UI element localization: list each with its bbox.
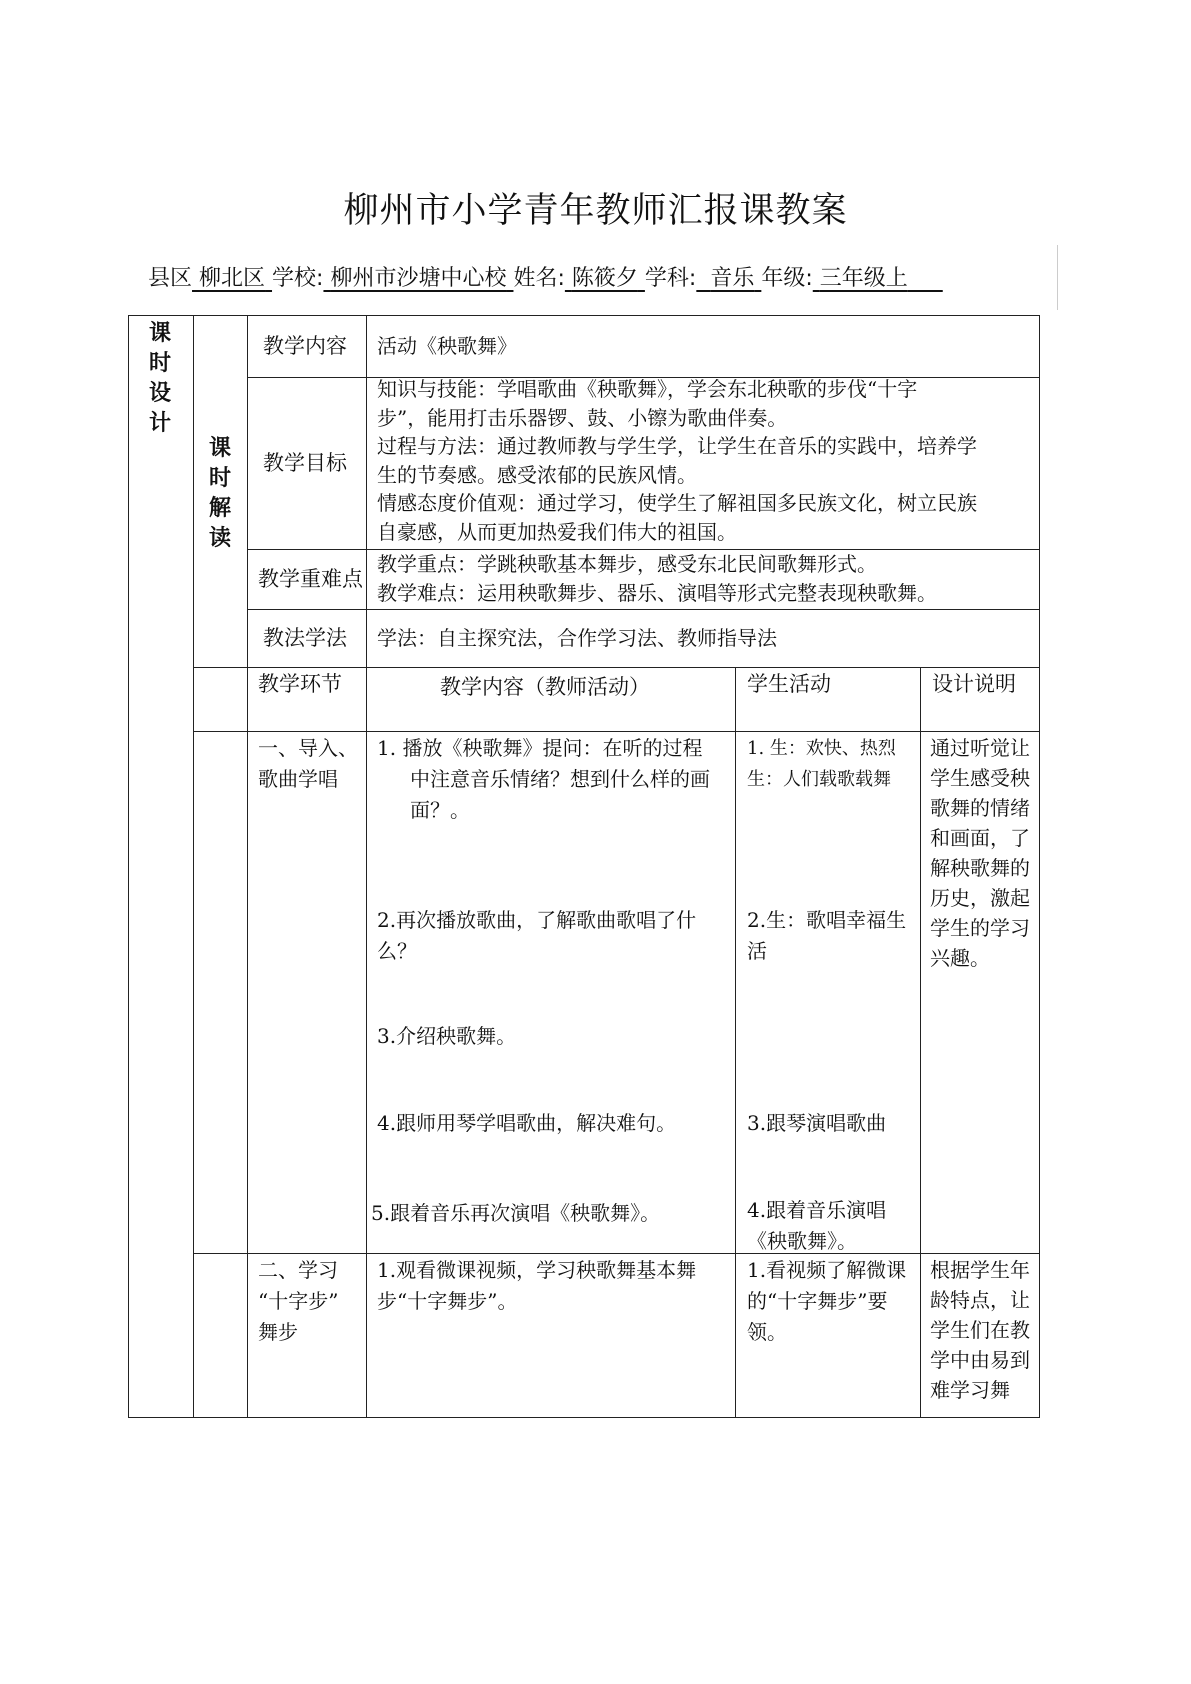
row-label-difficulty: 教学重难点 [258, 567, 363, 591]
row-value-methods: 学法：自主探究法，合作学习法、教师指导法 [377, 626, 777, 650]
section1-student-item-1: 1. 生：欢快、热烈 生：人们载歌载舞 [747, 738, 896, 790]
subject-label: 学科: [644, 266, 697, 291]
row-label-methods: 教法学法 [263, 626, 347, 650]
section2-teacher-item-1: 1.观看微课视频，学习秧歌舞基本舞 步“十字舞步”。 [377, 1258, 697, 1313]
row-value-difficulty: 教学重点：学跳秧歌基本舞步，感受东北民间歌舞形式。 教学难点：运用秧歌舞步、器乐、演唱等形式完整表现秧歌舞。 [377, 552, 937, 605]
section2-design-notes: 根据学生年 龄特点，让 学生们在教 学中由易到 难学习舞 [930, 1258, 1030, 1402]
section1-stage: 一、导入、 歌曲学唱 [258, 736, 358, 791]
section1-teacher-item-4: 4.跟师用琴学唱歌曲，解决难句。 [377, 1111, 677, 1135]
side-label-lesson-design: 课 时 设 计 [148, 320, 171, 436]
section1-teacher-item-5: 5.跟着音乐再次演唱《秧歌舞》。 [371, 1201, 661, 1225]
side-label-lesson-reading: 课 时 解 读 [208, 435, 231, 551]
section1-student-item-2: 2.生：歌唱幸福生 活 [747, 908, 907, 963]
header-student-activity: 学生活动 [747, 672, 831, 696]
section1-teacher-item-1: 1. 播放《秧歌舞》提问：在听的过程 中注意音乐情绪？想到什么样的画 面？。 [377, 736, 710, 822]
margin-rule [1057, 245, 1058, 310]
row-value-content: 活动《秧歌舞》 [377, 334, 517, 358]
section1-student-item-4: 4.跟着音乐演唱 《秧歌舞》。 [747, 1198, 887, 1253]
row-label-content: 教学内容 [263, 334, 347, 358]
section1-teacher-item-3: 3.介绍秧歌舞。 [377, 1024, 517, 1048]
row-label-goals: 教学目标 [263, 451, 347, 475]
header-design-notes: 设计说明 [932, 672, 1016, 696]
district-value: 柳北区 [199, 266, 266, 291]
section1-design-notes: 通过听觉让 学生感受秧 歌舞的情绪 和画面，了 解秧歌舞的 历史，激起 学生的学习 兴趣。 [930, 736, 1030, 970]
header-teacher-activity: 教学内容（教师活动） [440, 675, 650, 699]
district-label: 县区 [148, 266, 193, 291]
header-stage: 教学环节 [258, 672, 342, 696]
grade-label: 年级: [761, 266, 813, 291]
page-title: 柳州市小学青年教师汇报课教案 [343, 191, 848, 231]
section2-stage: 二、学习 “十字步” 舞步 [258, 1258, 339, 1344]
section1-teacher-item-2: 2.再次播放歌曲，了解歌曲歌唱了什 么？ [377, 908, 697, 963]
section1-student-item-3: 3.跟琴演唱歌曲 [747, 1111, 887, 1135]
info-line [148, 261, 943, 292]
row-value-goals: 知识与技能：学唱歌曲《秧歌舞》，学会东北秧歌的步伐“十字 步”，能用打击乐器锣、鼓、小镲为歌曲伴奏。 过程与方法：通过教师教与学生学，让学生在音乐的实践中，培养学 生的节奏感。感受浓郁的民族风情。 情感态度价值观：通过学习，使学生了解祖国多民族文化，树立民族 自豪感，从而更加热爱我们伟大的祖国。 [377, 377, 977, 544]
school-label: 学校: [272, 266, 324, 291]
subject-value: 音乐 [710, 266, 755, 291]
grade-value: 三年级上 [819, 266, 908, 291]
name-value: 陈筱夕 [571, 266, 638, 291]
school-value: 柳州市沙塘中心校 [330, 266, 507, 291]
section2-student-item-1: 1.看视频了解微课 的“十字舞步”要 领。 [747, 1258, 907, 1344]
name-label: 姓名: [513, 266, 565, 291]
